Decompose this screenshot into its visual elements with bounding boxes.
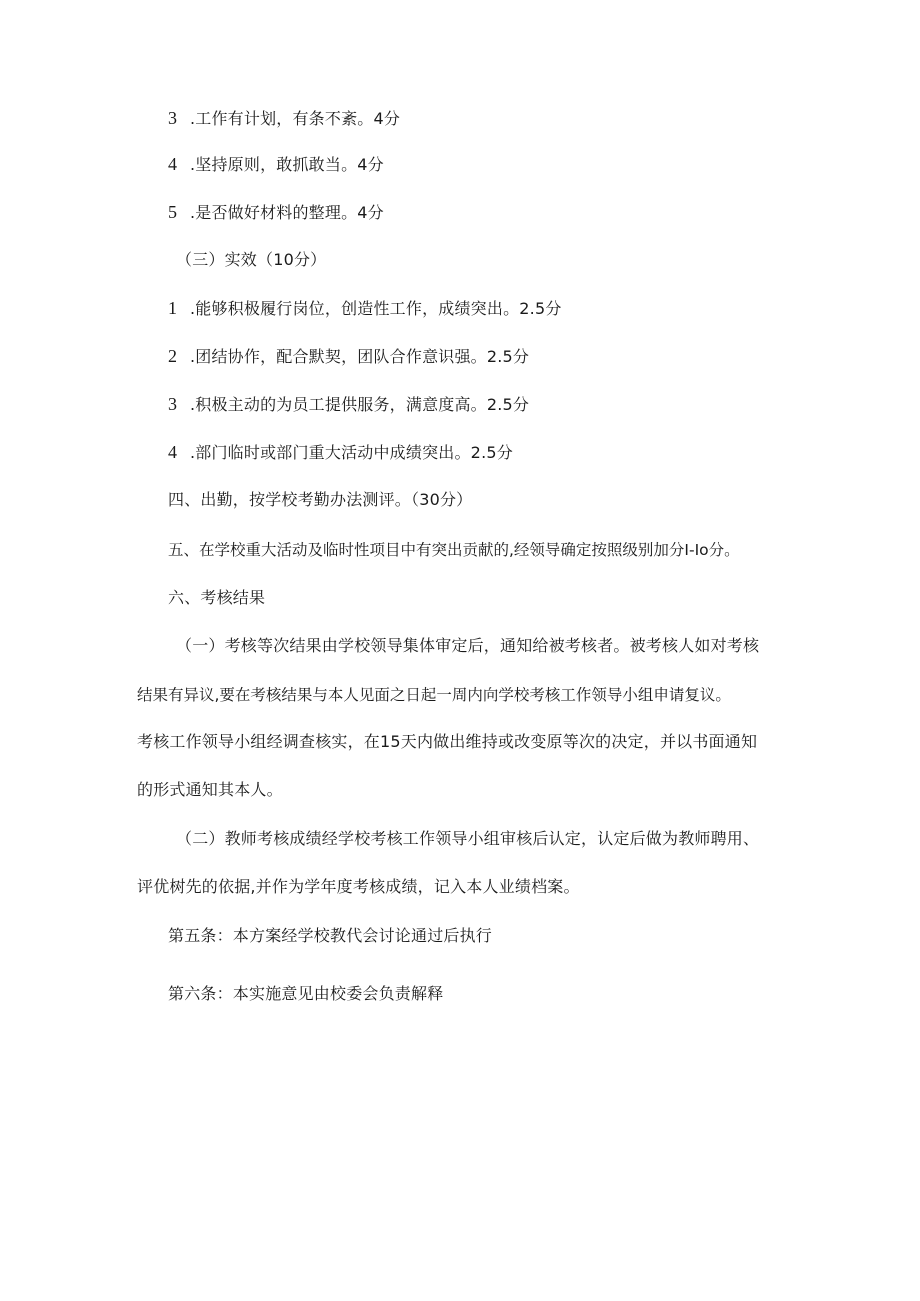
para-two-line-2: 评优树先的依据,并作为学年度考核成绩，记入本人业绩档案。	[137, 877, 580, 896]
item-b-2	[168, 345, 529, 368]
item-text: .是否做好材料的整理。4分	[190, 203, 384, 222]
item-number: 3	[168, 108, 178, 128]
item-b-3	[168, 393, 529, 416]
item-a-4	[168, 153, 384, 176]
item-text: .能够积极履行岗位，创造性工作，成绩突出。2.5分	[190, 299, 562, 318]
item-text: .积极主动的为员工提供服务，满意度高。2.5分	[190, 395, 530, 414]
para-one-line-4: 的形式通知其本人。	[137, 780, 283, 799]
item-a-3	[168, 107, 400, 130]
item-text: .工作有计划，有条不紊。4分	[190, 109, 401, 128]
item-b-1	[168, 297, 562, 320]
article-five: 第五条：本方案经学校教代会讨论通过后执行	[168, 926, 493, 945]
para-one-line-1: （一）考核等次结果由学校领导集体审定后，通知给被考核者。被考核人如对考核	[176, 636, 760, 655]
para-one-line-3: 考核工作领导小组经调查核实，在15天内做出维持或改变原等次的决定，并以书面通知	[137, 732, 758, 751]
item-a-5	[168, 201, 384, 224]
item-number: 3	[168, 394, 178, 414]
item-number: 4	[168, 154, 178, 174]
section-six-heading: 六、考核结果	[168, 588, 266, 607]
para-two-line-1: （二）教师考核成绩经学校考核工作领导小组审核后认定，认定后做为教师聘用、	[176, 829, 760, 848]
item-text: .团结协作，配合默契，团队合作意识强。2.5分	[190, 347, 530, 366]
item-number: 5	[168, 202, 178, 222]
item-text: .部门临时或部门重大活动中成绩突出。2.5分	[190, 443, 513, 462]
item-text: .坚持原则，敢抓敢当。4分	[190, 155, 384, 174]
item-number: 2	[168, 346, 178, 366]
section-five: 五、在学校重大活动及临时性项目中有突出贡献的,经领导确定按照级别加分I-Io分。	[168, 541, 740, 559]
item-number: 1	[168, 298, 178, 318]
item-number: 4	[168, 442, 178, 462]
para-one-line-2: 结果有异议,要在考核结果与本人见面之日起一周内向学校考核工作领导小组申请复议。	[137, 686, 731, 704]
section-four: 四、出勤，按学校考勤办法测评。（30分）	[168, 490, 473, 509]
item-b-4	[168, 441, 513, 464]
section-three-heading: （三）实效（10分）	[176, 250, 327, 269]
article-six: 第六条：本实施意见由校委会负责解释	[168, 984, 444, 1003]
